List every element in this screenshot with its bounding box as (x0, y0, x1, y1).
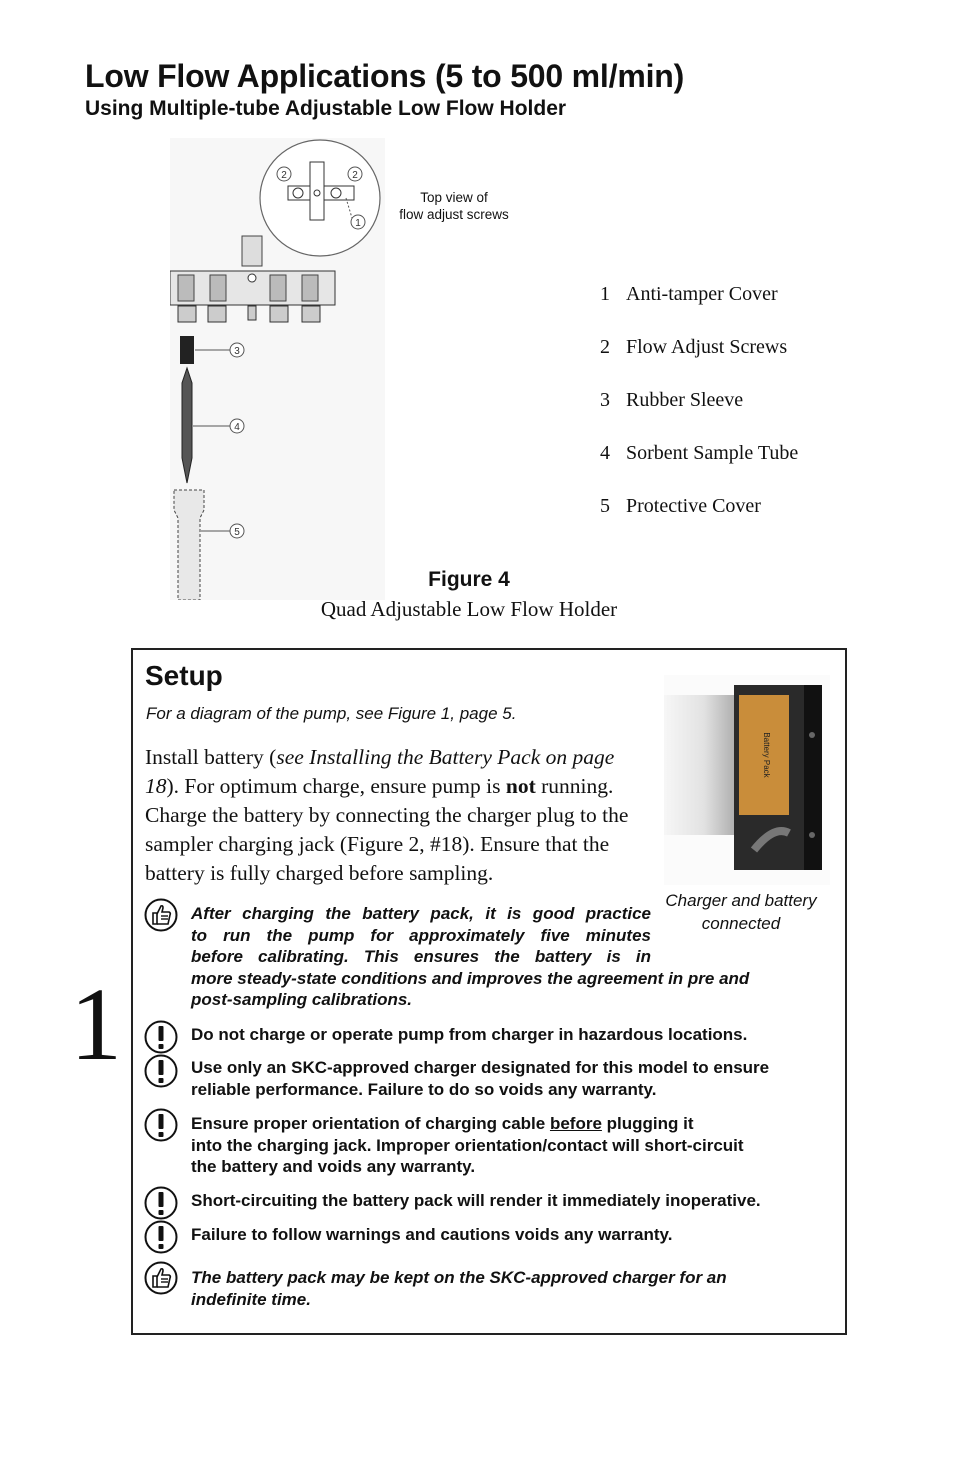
warning-cable-orientation: Ensure proper orientation of charging cable before plugging it into the charging jack. Improper orientation/contact will short-circuit the battery and voids any warranty. (191, 1114, 744, 1176)
flow-holder-diagram (170, 138, 385, 600)
legend-item: 2 Flow Adjust Screws (600, 336, 788, 358)
setup-body: Install battery (see Installing the Battery Pack on page 18). For optimum charge, ensure pump is not running. Charge the battery by connecting the charger plug to the sampler charging jack (Figure 2, #18). Ensure that the battery is fully charged before sampling. (145, 745, 629, 885)
warning-icon (144, 1054, 178, 1088)
legend-item: 1 Anti-tamper Cover (600, 283, 778, 305)
figure-caption: Quad Adjustable Low Flow Holder (320, 597, 618, 621)
callout-5: 5 (234, 527, 240, 538)
battery-pack-label: Battery Pack (762, 732, 771, 778)
callout-1: 1 (355, 218, 361, 229)
warning-icon (144, 1108, 178, 1142)
page-subtitle: Using Multiple-tube Adjustable Low Flow Holder (85, 97, 567, 120)
setup-intro: For a diagram of the pump, see Figure 1, page 5. (146, 704, 517, 723)
figure-label: Figure 4 (428, 568, 510, 591)
topview-caption: Top view of flow adjust screws (399, 190, 509, 222)
callout-2a: 2 (281, 170, 287, 181)
charger-battery-photo (664, 675, 830, 885)
thumbs-up-icon (144, 1261, 178, 1295)
legend-item: 3 Rubber Sleeve (600, 389, 744, 411)
page-number: 1 (70, 967, 122, 1082)
photo-caption: Charger and battery connected (665, 891, 817, 933)
warning-warranty: Failure to follow warnings and cautions voids any warranty. (191, 1225, 673, 1244)
tip-calibration: After charging the battery pack, it is good practice to run the pump for approximately five minutes before calibrating. This ensures the battery is in more steady-state conditions and improves the agreement in pre and post-sampling calibrations. (191, 904, 750, 1009)
warning-icon (144, 1020, 178, 1054)
warning-icon (144, 1220, 178, 1254)
callout-2b: 2 (352, 170, 358, 181)
page-title: Low Flow Applications (5 to 500 ml/min) (85, 58, 685, 94)
warning-hazardous: Do not charge or operate pump from charger in hazardous locations. (191, 1025, 748, 1044)
warning-short-circuit: Short-circuiting the battery pack will render it immediately inoperative. (191, 1191, 761, 1210)
legend-item: 5 Protective Cover (600, 495, 761, 517)
legend-item: 4 Sorbent Sample Tube (600, 442, 799, 464)
thumbs-up-icon (144, 898, 178, 932)
warning-approved-charger: Use only an SKC-approved charger designated for this model to ensure reliable performance. Failure to do so voids any warranty. (191, 1058, 770, 1099)
tip-charger-storage: The battery pack may be kept on the SKC-approved charger for an indefinite time. (191, 1268, 727, 1309)
warning-icon (144, 1186, 178, 1220)
callout-3: 3 (234, 346, 240, 357)
setup-title: Setup (145, 660, 223, 691)
callout-4: 4 (234, 422, 240, 433)
